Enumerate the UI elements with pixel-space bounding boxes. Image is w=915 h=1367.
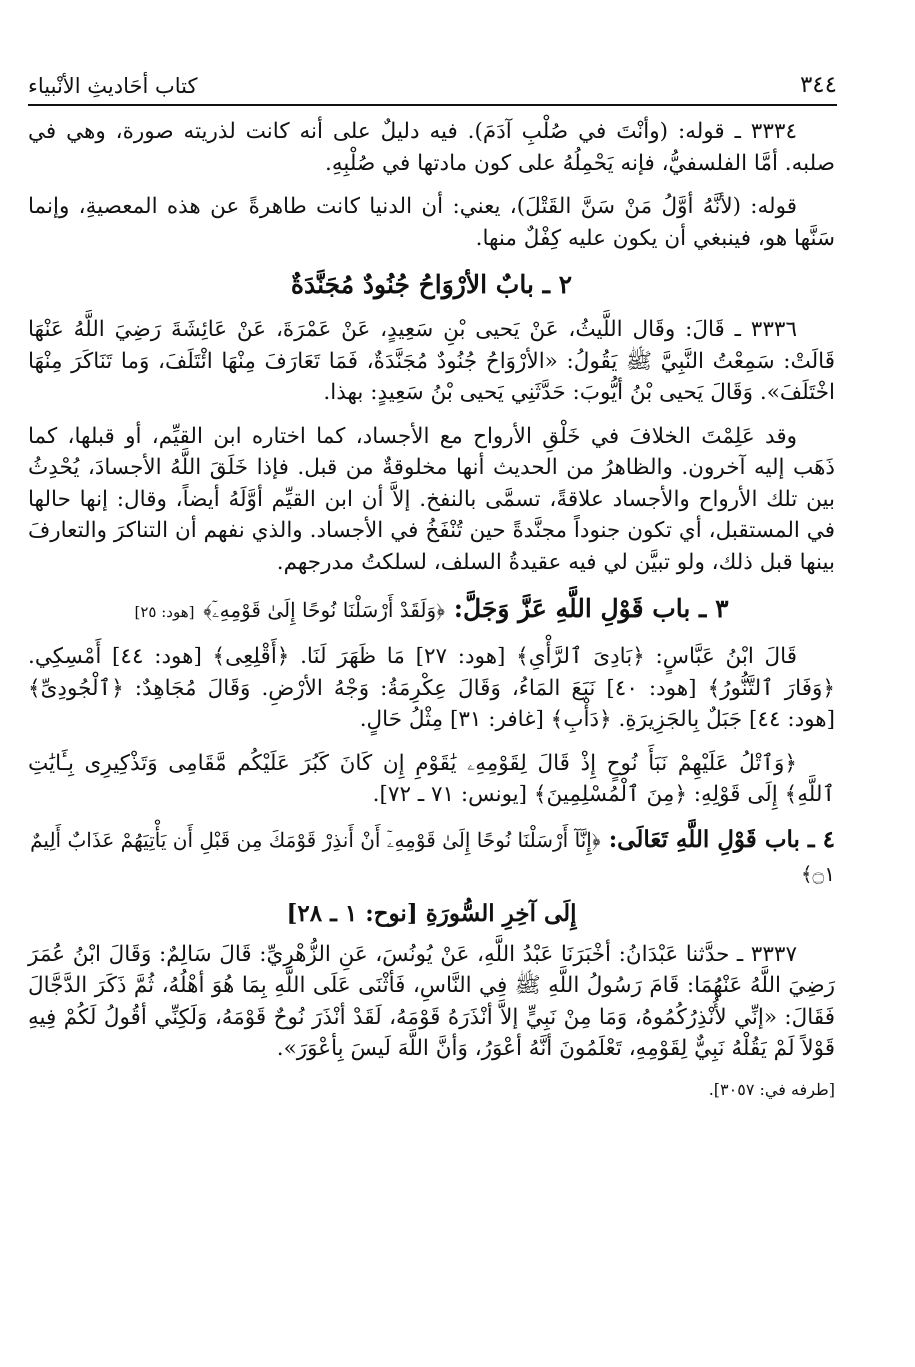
chapter-heading-3-ref: [هود: ٢٥] [134,603,195,621]
chapter-heading-3-verse: ﴿وَلَقَدْ أَرْسَلْنَا نُوحًا إِلَىٰ قَوْمِهِۦٓ﴾ [203,598,446,622]
page-body [28,116,835,1115]
chapter-heading-3-title: ٣ ـ باب قَوْلِ اللَّهِ عَزَّ وَجَلَّ: [453,594,729,623]
paragraph-first-murder: قوله: (لأنَّهُ أوَّلُ مَنْ سَنَّ القَتْلَ)، يعني: أن الدنيا كانت طاهرةً عن هذه المعصيةِ، وإنما سَنَّها هو، فينبغي أن يكون عليه كِفْلٌ منها. [28,194,835,251]
paragraph-3337: ٣٣٣٧ ـ حدَّثنا عَبْدَانُ: أخْبَرَنَا عَبْدُ اللَّهِ، عَنْ يُونُسَ، عَنِ الزُّهْرِيِّ: قَالَ سَالِمٌ: وَقَالَ ابْنُ عُمَرَ رَضِيَ اللَّهُ عَنْهُمَا: قَامَ رَسُولُ اللَّهِ ﷺ فِي النَّاسِ، فَأثْنَى عَلَى اللَّهِ بِمَا هُوَ أهْلُهُ، ثُمَّ ذَكَرَ الدَّجَّالَ فَقَالَ: «إنِّي لأُنْذِرُكُمُوهُ، وَمَا مِنْ نَبِيٍّ إلاَّ أنْذَرَهُ قَوْمَهُ، لَقَدْ أنْذَرَ نُوحٌ قَوْمَهُ، وَلَكِنِّي أقُولُ لَكُمْ فِيهِ قَوْلاً لَمْ يَقُلْهُ نَبِيٌّ لِقَوْمِهِ، تَعْلَمُونَ أنَّهُ أعْوَرُ، وَأنَّ اللَّهَ لَيسَ بِأعْوَرَ». [28,941,835,1061]
header-divider [28,104,837,106]
paragraph-commentary-souls: وقد عَلِمْتَ الخلافَ في خَلْقِ الأرواح مع الأجساد، كما اختاره ابن القيِّم، أو قبلها، كما ذَهَب إليه آخرون. والظاهرُ من الحديث أنها مخلوقةٌ من قبل. فإذا خَلَقَ اللَّهُ الأجسادَ، يُحْدِثُ بين تلك الأرواح والأجساد علاقةً، تسمَّى بالنفخ. إلاَّ أن ابن القيِّم أوَّلَهُ أيضاً، وقال: إنها حالها في المستقبل، أي تكون جنوداً مجنَّدةً حين تُنْفَخُ في الأجساد. والذي نفهم أن التناكرَ والتعارفَ بينها قبل ذلك، ولو تبيَّن لي فيه عقيدةُ السلف، لسلكتُ مدرجهم. [28,423,835,575]
paragraph-3336: ٣٣٣٦ ـ قَالَ: وقَال اللَّيثُ، عَنْ يَحيى بْنِ سَعِيدٍ، عَنْ عَمْرَةَ، عَنْ عَائِشَةَ رَضِيَ اللَّهُ عَنْهَا قَالَتْ: سَمِعْتُ النَّبِيَّ ﷺ يَقُولُ: «الأرْوَاحُ جُنُودٌ مُجَنَّدَةٌ، فَمَا تَعَارَفَ مِنْهَا ائْتَلَفَ، وَما تَنَاكَرَ مِنْهَا اخْتَلَفَ». وَقَالَ يَحيى بْنُ أيُّوبَ: حَدَّثَنِي يَحيى بْنُ سَعِيدٍ: بهذا. [28,317,835,405]
chapter-heading-4-verse: ﴿إِنَّآ أَرْسَلْنَا نُوحًا إِلَىٰ قَوْمِهِۦٓ أَنْ أَنذِرْ قَوْمَكَ مِن قَبْلِ أَن يَأْتِيَهُمْ عَذَابٌ أَلِيمٌ ۝١﴾ [30,827,835,886]
chapter-heading-3 [28,592,835,629]
chapter-heading-2: ٢ ـ بابٌ الأرْوَاحُ جُنُودٌ مُجَنَّدَةٌ [290,270,573,299]
page-number: ٣٤٤ [799,72,837,98]
chapter-heading-4 [28,823,835,891]
paragraph-verse-yunus: ﴿وَٱتْلُ عَلَيْهِمْ نَبَأَ نُوحٍ إِذْ قَالَ لِقَوْمِهِۦ يَٰقَوْمِ إِن كَانَ كَبُرَ عَلَيْكُم مَّقَامِى وَتَذْكِيرِى بِـَٔايَٰتِ ٱللَّهِ﴾ إِلَى قَوْلِهِ: ﴿مِنَ ٱلْمُسْلِمِينَ﴾ [يونس: ٧١ ـ ٧٢]. [28,750,835,807]
running-head [28,62,837,98]
cross-reference-note: [طرفه في: ٣٠٥٧]. [708,1079,835,1099]
chapter-heading-4-tail: إِلَى آخِرِ السُّورَةِ [نوح: ١ ـ ٢٨] [286,899,577,927]
paragraph-3334: ٣٣٣٤ ـ قوله: (وأنْتَ في صُلْبِ آدَمَ). فيه دليلٌ على أنه كانت لذريته صورة، وهي في صلبه. أمَّا الفلسفيُّ، فإنه يَحْمِلُهُ على كون مادتها في صُلْبِهِ. [28,119,835,176]
chapter-heading-4-title: ٤ ـ باب قَوْلِ اللَّهِ تَعَالَى: [608,825,835,853]
book-title: كتاب أحَاديثِ الأنْبياء [28,74,198,98]
paragraph-ibn-abbas: قَالَ ابْنُ عَبَّاسٍ: ﴿بَادِىَ ٱلرَّأْىِ﴾ [هود: ٢٧] مَا ظَهَرَ لَنَا. ﴿أَقْلِعِى﴾ [هود: ٤٤] أَمْسِكِي. ﴿وَفَارَ ٱلتَّنُّورُ﴾ [هود: ٤٠] نَبَعَ المَاءُ، وَقَالَ عِكْرِمَةُ: وَجْهُ الأرْضِ. وَقَالَ مُجَاهِدٌ: ﴿ٱلْجُودِىِّ﴾ [هود: ٤٤] جَبَلٌ بِالجَزِيرَةِ. ﴿دَأْبِ﴾ [غافر: ٣١] مِثْلُ حَالٍ. [28,644,835,732]
